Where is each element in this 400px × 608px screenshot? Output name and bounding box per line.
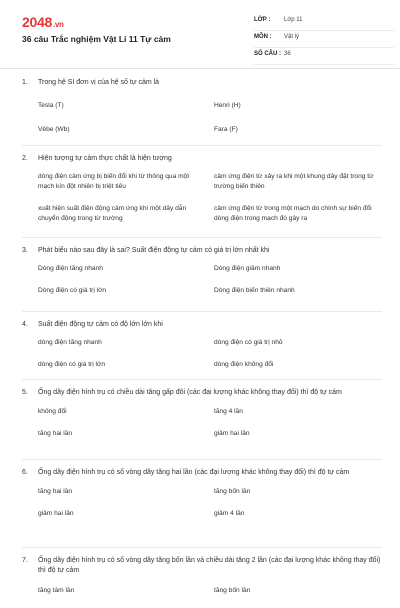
logo-suffix: .vn bbox=[52, 20, 64, 29]
choice-grid bbox=[22, 586, 382, 596]
choice-d[interactable]: cảm ứng điện từ trong một mạch do chính sự biến đổi dòng điện trong mạch đó gây ra bbox=[214, 205, 372, 222]
question-4 bbox=[0, 312, 400, 380]
page-title: 36 câu Trắc nghiệm Vật Lí 11 Tự cảm bbox=[22, 34, 171, 44]
meta-row-class bbox=[254, 16, 394, 31]
choice-grid bbox=[22, 172, 382, 224]
question-number: 2. bbox=[22, 155, 28, 162]
choice-b[interactable]: tăng 4 lần bbox=[214, 408, 243, 415]
choice-grid bbox=[22, 487, 382, 519]
question-stem bbox=[22, 146, 382, 164]
choice-b[interactable]: cảm ứng điện từ xảy ra khi một khung dây đặt trong từ trường biến thiên bbox=[214, 173, 374, 190]
question-number: 1. bbox=[22, 79, 28, 86]
question-stem bbox=[22, 380, 382, 398]
question-number: 3. bbox=[22, 247, 28, 254]
question-3 bbox=[0, 238, 400, 312]
choice-b[interactable]: dòng điện có giá trị nhỏ bbox=[214, 339, 283, 346]
question-text: Trong hệ SI đơn vị của hệ số tự cảm là bbox=[38, 79, 160, 86]
choice-a[interactable]: tăng tám lần bbox=[38, 587, 75, 594]
choice-c[interactable]: xuất hiện suất điện động cảm ứng khi một dây dẫn chuyển động trong từ trường bbox=[38, 205, 187, 222]
choice-a[interactable]: tăng hai lần bbox=[38, 488, 73, 495]
meta-info bbox=[254, 16, 394, 67]
question-number: 6. bbox=[22, 469, 28, 476]
choice-c[interactable]: tăng hai lần bbox=[38, 430, 73, 437]
choice-c[interactable]: Dòng điện có giá trị lớn bbox=[38, 287, 107, 294]
choice-grid bbox=[22, 338, 382, 370]
choice-a[interactable]: Tesla (T) bbox=[38, 102, 64, 109]
question-2 bbox=[0, 146, 400, 238]
choice-d[interactable]: Fara (F) bbox=[214, 126, 238, 133]
question-5 bbox=[0, 380, 400, 460]
choice-d[interactable]: dòng điện không đổi bbox=[214, 361, 274, 368]
question-number: 4. bbox=[22, 321, 28, 328]
choice-a[interactable]: dòng điện tăng nhanh bbox=[38, 339, 102, 346]
question-6 bbox=[0, 460, 400, 548]
choice-grid bbox=[22, 101, 382, 135]
choice-c[interactable]: dòng điện có giá trị lớn bbox=[38, 361, 106, 368]
choice-d[interactable]: giảm 4 lần bbox=[214, 510, 245, 517]
choice-grid bbox=[22, 264, 382, 296]
question-stem bbox=[22, 238, 382, 256]
question-stem bbox=[22, 548, 382, 576]
question-text: Phát biểu nào sau đây là sai? Suất điện động tự cảm có giá trị lớn nhất khi bbox=[38, 247, 270, 254]
question-text: Suất điện động tự cảm có độ lớn lớn khi bbox=[38, 321, 163, 328]
question-text: Ống dây điện hình trụ có chiều dài tăng gấp đôi (các đại lượng khác không thay đổi) thì độ tự cảm bbox=[38, 389, 342, 396]
question-text: Ống dây điện hình trụ có số vòng dây tăng hai lần (các đại lượng khác không thay đổi) thì độ tự cảm bbox=[38, 469, 350, 476]
question-1 bbox=[0, 70, 400, 146]
choice-b[interactable]: Dòng điện giảm nhanh bbox=[214, 265, 281, 272]
count-value: 36 bbox=[284, 51, 291, 57]
choice-c[interactable]: giảm hai lần bbox=[38, 510, 74, 517]
class-value: Lớp 11 bbox=[284, 17, 303, 23]
logo-main: 2048 bbox=[22, 14, 52, 30]
choice-c[interactable]: Vêbe (Wb) bbox=[38, 126, 70, 133]
choice-a[interactable]: không đổi bbox=[38, 408, 67, 415]
choice-a[interactable]: Dòng điện tăng nhanh bbox=[38, 265, 103, 272]
meta-row-count bbox=[254, 50, 394, 65]
site-logo[interactable] bbox=[22, 14, 64, 30]
choice-b[interactable]: tăng bốn lần bbox=[214, 587, 251, 594]
question-stem bbox=[22, 70, 382, 88]
question-7 bbox=[0, 548, 400, 608]
header bbox=[0, 0, 400, 69]
subject-label: MÔN : bbox=[254, 34, 272, 40]
class-label: LỚP : bbox=[254, 17, 271, 23]
choice-d[interactable]: giảm hai lần bbox=[214, 430, 250, 437]
choice-a[interactable]: dòng điện cảm ứng bị biến đổi khi từ thông qua một mạch kín đột nhiên bị triệt tiêu bbox=[38, 173, 190, 190]
question-text: Ống dây điện hình trụ có số vòng dây tăng bốn lần và chiều dài tăng 2 lần (các đại lượng khác không thay đổi) thì độ tự cảm bbox=[38, 557, 381, 574]
count-label: SỐ CÂU : bbox=[254, 51, 281, 57]
question-stem bbox=[22, 312, 382, 330]
question-stem bbox=[22, 460, 382, 478]
question-text: Hiện tượng tự cảm thực chất là hiện tượng bbox=[38, 155, 172, 162]
choice-b[interactable]: Henri (H) bbox=[214, 102, 241, 109]
question-number: 5. bbox=[22, 389, 28, 396]
subject-value: Vật lý bbox=[284, 34, 300, 40]
question-list bbox=[0, 70, 400, 608]
choice-grid bbox=[22, 407, 382, 439]
question-number: 7. bbox=[22, 557, 28, 564]
choice-b[interactable]: tăng bốn lần bbox=[214, 488, 251, 495]
meta-row-subject bbox=[254, 33, 394, 48]
choice-d[interactable]: Dòng điện biến thiên nhanh bbox=[214, 287, 295, 294]
